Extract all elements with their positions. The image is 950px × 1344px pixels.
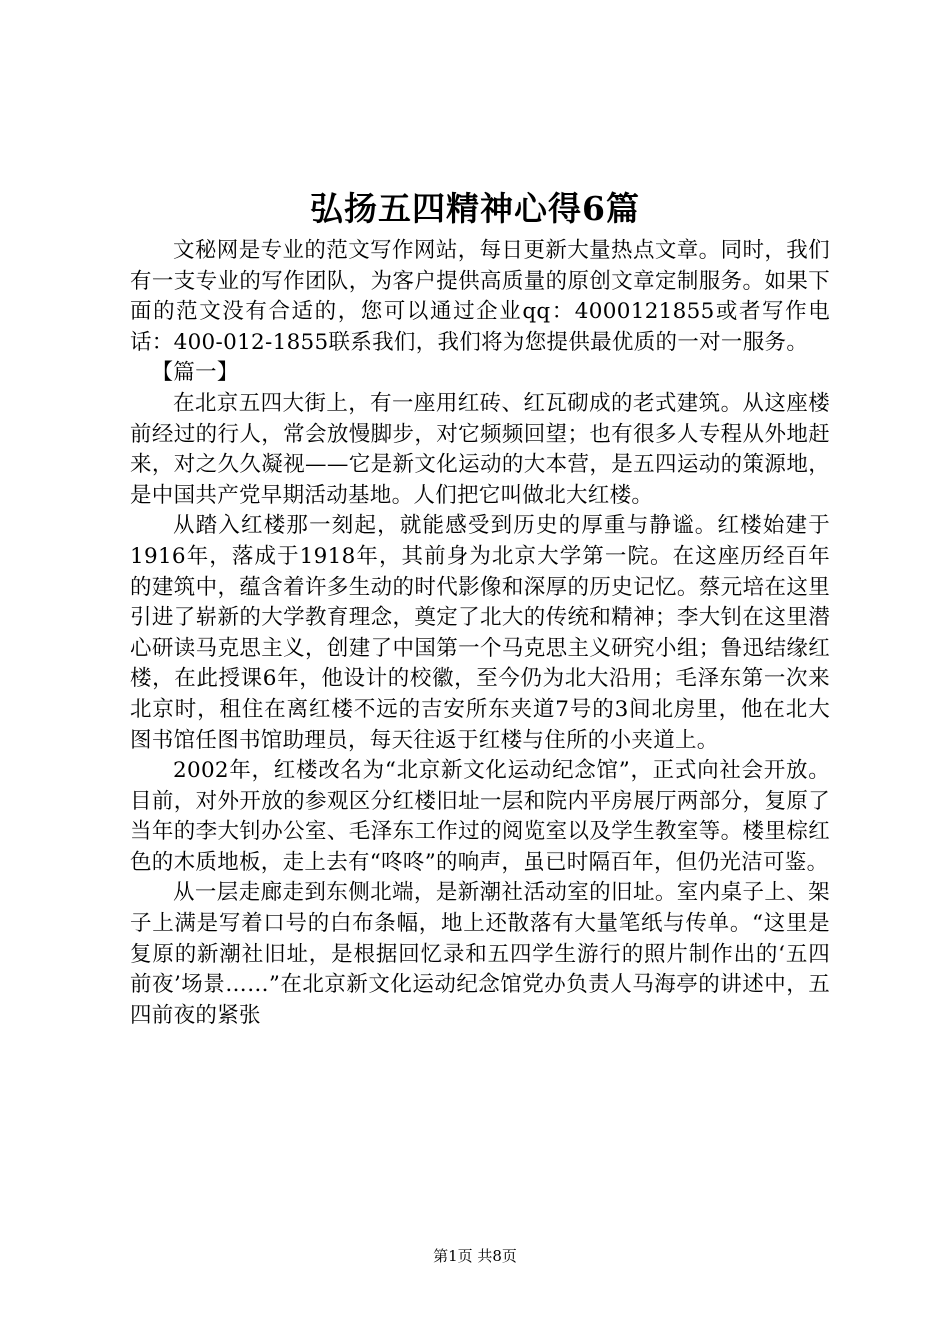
page-number-footer: 第1页 共8页: [433, 1247, 517, 1265]
intro-paragraph: 文秘网是专业的范文写作网站，每日更新大量热点文章。同时，我们有一支专业的写作团队，为客户提供高质量的原创文章定制服务。如果下面的范文没有合适的，您可以通过企业qq：4000121855或者写作电话：400-012-1855联系我们，我们将为您提供最优质的一对一服务。: [130, 238, 830, 355]
body-paragraph: 从一层走廊走到东侧北端，是新潮社活动室的旧址。室内桌子上、架子上满是写着口号的白布条幅，地上还散落有大量笔纸与传单。“这里是复原的新潮社旧址，是根据回忆录和五四学生游行的照片制作出的‘五四前夜’场景……”在北京新文化运动纪念馆党办负责人马海亭的讲述中，五四前夜的紧张: [130, 880, 830, 1028]
section-heading: 【篇一】: [151, 360, 239, 386]
document-body: [130, 236, 830, 1031]
body-paragraph: 在北京五四大街上，有一座用红砖、红瓦砌成的老式建筑。从这座楼前经过的行人，常会放慢脚步，对它频频回望；也有很多人专程从外地赶来，对之久久凝视——它是新文化运动的大本营，是五四运动的策源地，是中国共产党早期活动基地。人们把它叫做北大红楼。: [130, 390, 830, 508]
document-title: 弘扬五四精神心得6篇: [310, 189, 640, 228]
body-paragraph: 2002年，红楼改名为“北京新文化运动纪念馆”，正式向社会开放。目前，对外开放的参观区分红楼旧址一层和院内平房展厅两部分，复原了当年的李大钊办公室、毛泽东工作过的阅览室以及学生教室等。楼里棕红色的木质地板，走上去有“咚咚”的响声，虽已时隔百年，但仍光洁可鉴。: [130, 758, 830, 875]
body-paragraph: 从踏入红楼那一刻起，就能感受到历史的厚重与静谧。红楼始建于1916年，落成于1918年，其前身为北京大学第一院。在这座历经百年的建筑中，蕴含着许多生动的时代影像和深厚的历史记忆。蔡元培在这里引进了崭新的大学教育理念，奠定了北大的传统和精神；李大钊在这里潜心研读马克思主义，创建了中国第一个马克思主义研究小组；鲁迅结缘红楼，在此授课6年，他设计的校徽，至今仍为北大沿用；毛泽东第一次来北京时，租住在离红楼不远的吉安所东夹道7号的3间北房里，他在北大图书馆任图书馆助理员，每天往返于红楼与住所的小夹道上。: [130, 513, 830, 753]
